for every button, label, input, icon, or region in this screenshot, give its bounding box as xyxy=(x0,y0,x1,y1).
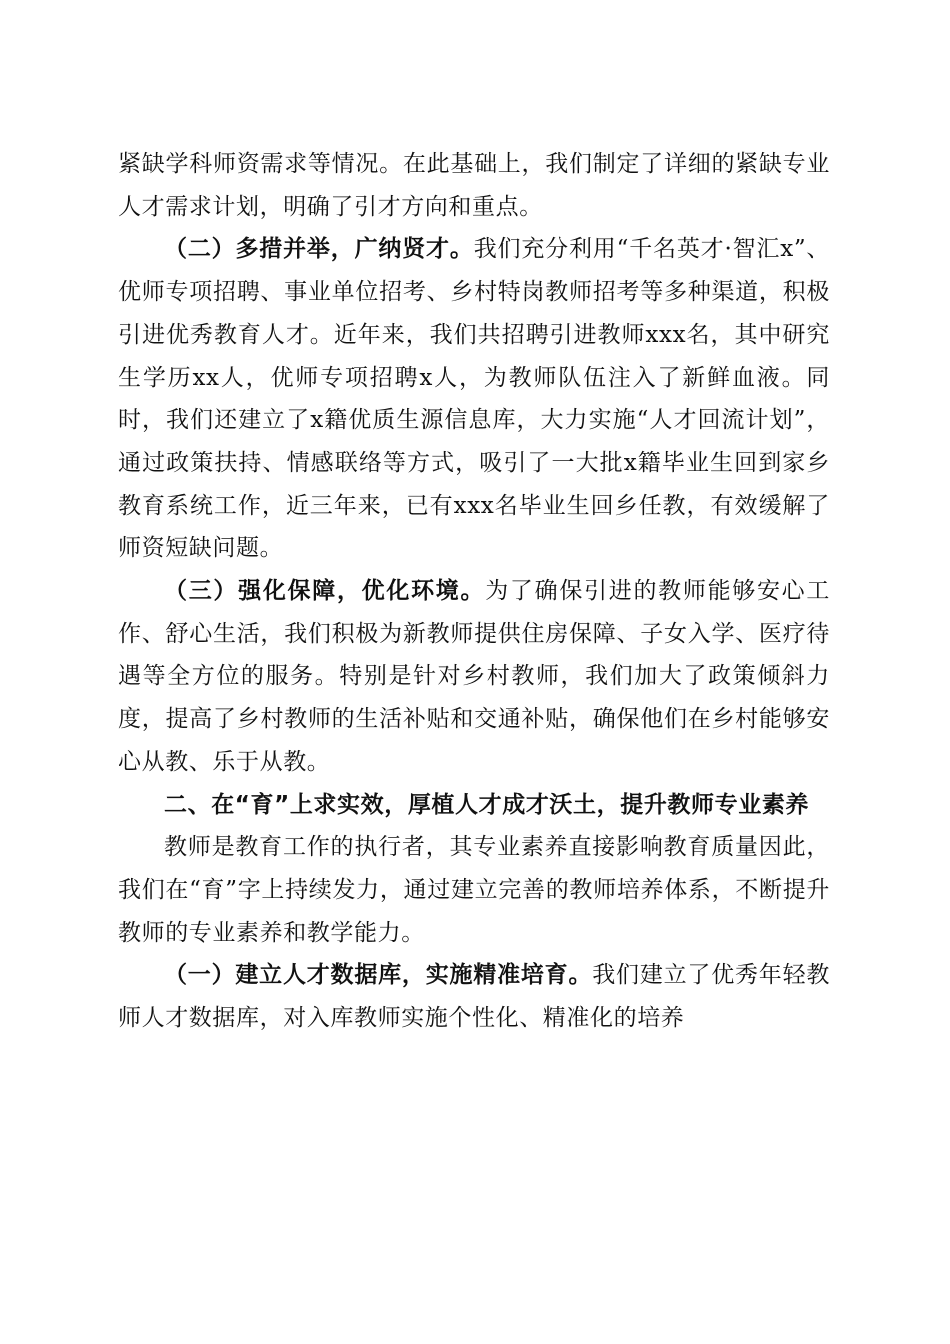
paragraph-lead: （三）强化保障，优化环境。 xyxy=(164,578,486,605)
paragraph-text: 我们充分利用“千名英才·智汇x”、优师专项招聘、事业单位招考、乡村特岗教师招考等多种渠道，积极引进优秀教育人才。近年来，我们共招聘引进教师xxx名，其中研究生学历xx人，优师专项招聘x人，为教师队伍注入了新鲜血液。同时，我们还建立了x籍优质生源信息库，大力实施“人才回流计划”，通过政策扶持、情感联络等方式，吸引了一大批x籍毕业生回到家乡教育系统工作，近三年来，已有xxx名毕业生回乡任教，有效缓解了师资短缺问题。 xyxy=(118,236,831,562)
section-heading-text: 二、在“育”上求实效，厚植人才成才沃土，提升教师专业素养 xyxy=(164,791,810,818)
paragraph-text: 为了确保引进的教师能够安心工作、舒心生活，我们积极为新教师提供住房保障、子女入学、医疗待遇等全方位的服务。特别是针对乡村教师，我们加大了政策倾斜力度，提高了乡村教师的生活补贴和交通补贴，确保他们在乡村能够安心从教、乐于从教。 xyxy=(118,578,830,775)
paragraph-support-environment xyxy=(118,570,830,784)
paragraph-text: 教师是教育工作的执行者，其专业素养直接影响教育质量因此，我们在“育”字上持续发力，通过建立完善的教师培养体系，不断提升教师的专业素养和教学能力。 xyxy=(118,834,830,946)
paragraph-talent-database xyxy=(118,954,830,1039)
paragraph-section-intro xyxy=(118,826,830,954)
document-body xyxy=(118,143,830,1040)
paragraph-lead: （二）多措并举，广纳贤才。 xyxy=(164,236,474,263)
paragraph-recruitment-channels xyxy=(118,228,830,570)
paragraph-text: 紧缺学科师资需求等情况。在此基础上，我们制定了详细的紧缺专业人才需求计划，明确了引才方向和重点。 xyxy=(118,151,830,220)
paragraph-text: 我们建立了优秀年轻教师人才数据库，对入库教师实施个性化、精准化的培养 xyxy=(118,962,830,1032)
paragraph-continuation xyxy=(118,143,830,228)
section-heading xyxy=(118,784,830,827)
paragraph-lead: （一）建立人才数据库，实施精准培育。 xyxy=(164,962,593,989)
